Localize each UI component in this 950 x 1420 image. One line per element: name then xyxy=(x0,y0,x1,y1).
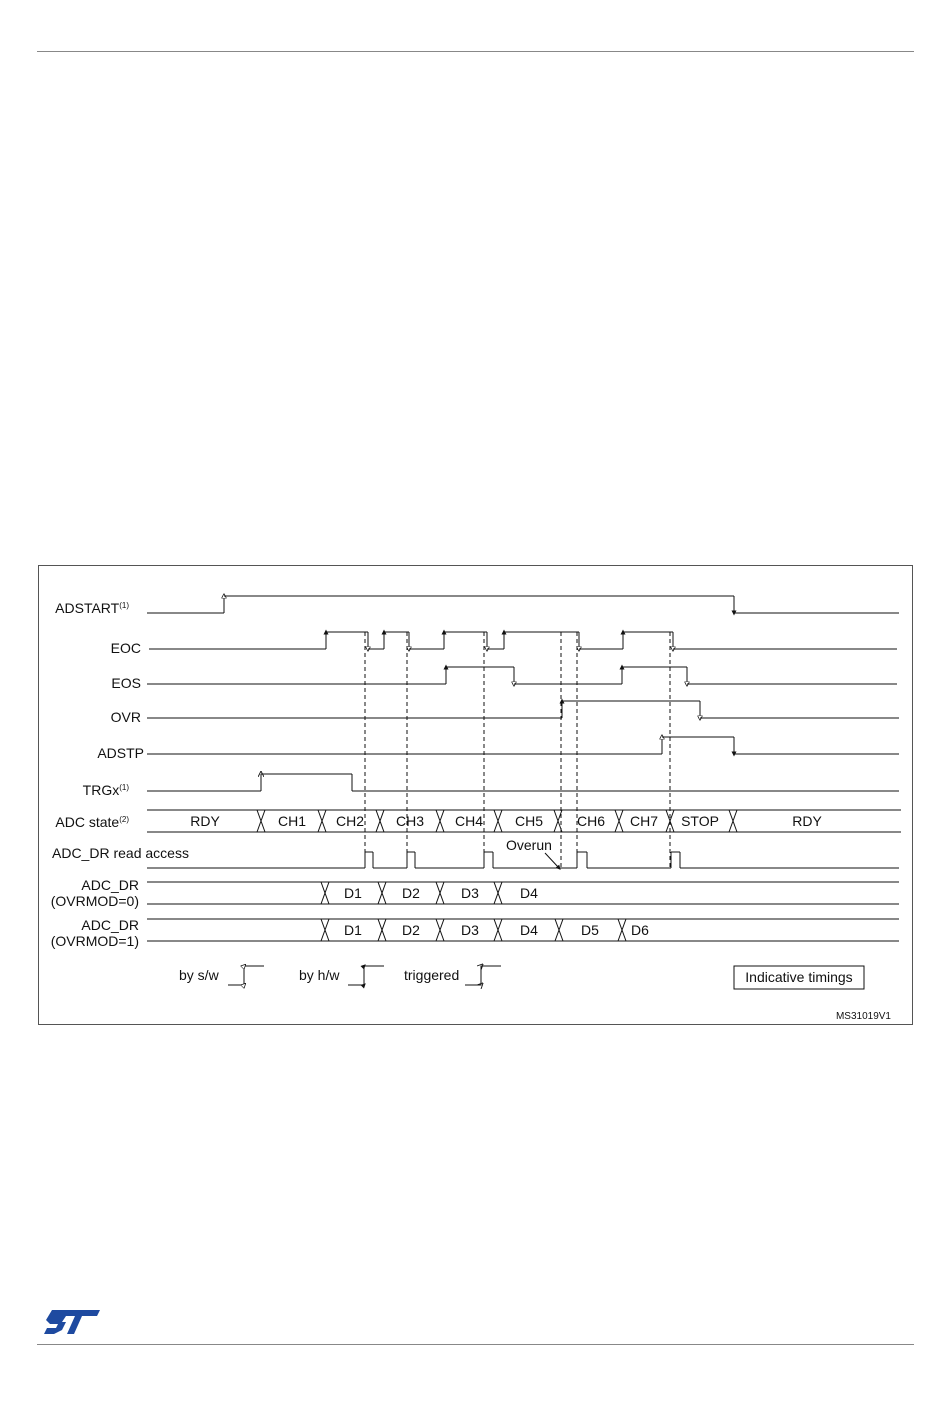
legend-by-sw: by s/w xyxy=(179,967,219,983)
dr1-value-d6: D6 xyxy=(631,922,649,938)
header-rule xyxy=(37,51,914,52)
dr0-value-d4: D4 xyxy=(520,885,538,901)
dr1-value-d5: D5 xyxy=(581,922,599,938)
dr0-value-d2: D2 xyxy=(402,885,420,901)
dr0-value-d1: D1 xyxy=(344,885,362,901)
signal-label-adstart: ADSTART$^{(1)}$ xyxy=(55,600,129,616)
signal-label-eos: EOS xyxy=(111,675,141,691)
adc-state-rdy: RDY xyxy=(190,813,220,829)
adc-state-ch2: CH2 xyxy=(335,813,365,829)
dr1-value-d2: D2 xyxy=(402,922,420,938)
footer-rule xyxy=(37,1344,914,1345)
overrun-annotation: Overun xyxy=(506,837,552,853)
adc-state-ch4: CH4 xyxy=(454,813,484,829)
dr1-value-d4: D4 xyxy=(520,922,538,938)
adc-state-ch5: CH5 xyxy=(514,813,544,829)
signal-label-adc-state: ADC state$^{(2)}$ xyxy=(55,814,129,830)
signal-sublabel-dr0: (OVRMOD=0) xyxy=(50,893,139,909)
signal-label-dr-access: ADC_DR read access xyxy=(52,845,189,861)
wave-eos xyxy=(147,667,897,684)
wave-dr-access xyxy=(147,852,899,868)
adc-state-ch7: CH7 xyxy=(629,813,659,829)
legend-trigger-edge-icon xyxy=(465,966,501,985)
dr1-value-d3: D3 xyxy=(461,922,479,938)
adc-state-stop: STOP xyxy=(681,813,719,829)
signal-sublabel-dr1: (OVRMOD=1) xyxy=(50,933,139,949)
indicative-timings-label: Indicative timings xyxy=(745,969,853,985)
legend-hw-edge-icon xyxy=(348,966,384,985)
wave-ovr xyxy=(147,701,899,718)
signal-label-dr0: ADC_DR xyxy=(81,877,139,893)
signal-label-dr1: ADC_DR xyxy=(81,917,139,933)
adc-state-rdy-end: RDY xyxy=(792,813,822,829)
adc-state-ch1: CH1 xyxy=(277,813,307,829)
legend-by-hw: by h/w xyxy=(299,967,340,983)
signal-label-eoc: EOC xyxy=(110,640,141,656)
adc-state-ch6: CH6 xyxy=(576,813,606,829)
dr1-value-d1: D1 xyxy=(344,922,362,938)
st-logo xyxy=(42,1308,102,1341)
signal-label-ovr: OVR xyxy=(110,709,141,725)
legend xyxy=(179,966,501,985)
signal-label-trgx: TRGx$^{(1)}$ xyxy=(82,782,129,798)
st-logo-mark xyxy=(42,1308,102,1336)
signal-label-adstp: ADSTP xyxy=(97,745,144,761)
legend-sw-edge-icon xyxy=(228,966,264,985)
timing-diagram-frame xyxy=(38,565,913,1025)
wave-adstp xyxy=(147,737,899,754)
wave-adstart xyxy=(147,596,899,613)
timing-diagram xyxy=(39,566,914,1026)
dr0-value-d3: D3 xyxy=(461,885,479,901)
wave-eoc xyxy=(149,632,897,649)
figure-code: MS31019V1 xyxy=(835,1011,891,1022)
legend-triggered: triggered xyxy=(404,967,460,983)
overrun-pointer xyxy=(545,853,559,868)
wave-trgx xyxy=(147,774,899,791)
adc-state-ch3: CH3 xyxy=(395,813,425,829)
